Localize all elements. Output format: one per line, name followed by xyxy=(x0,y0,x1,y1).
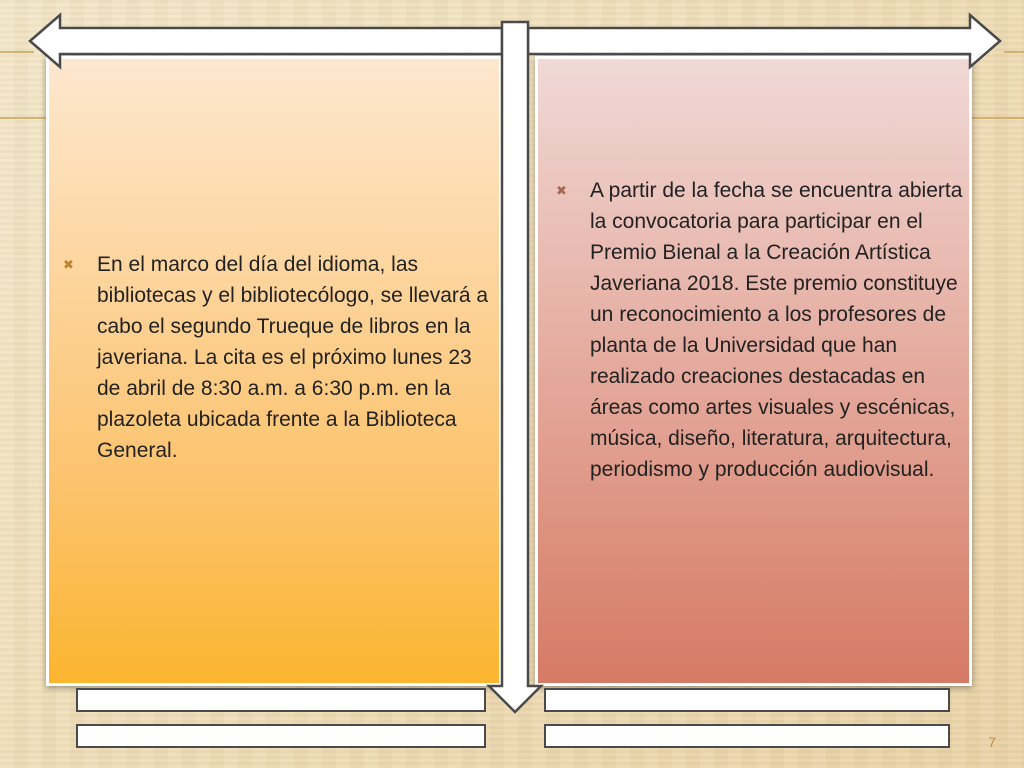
x-bullet-icon: ✖ xyxy=(63,257,74,272)
down-arrow-icon xyxy=(489,22,541,712)
right-arrow-icon xyxy=(528,15,1000,67)
left-arrow-icon xyxy=(30,15,502,67)
right-bullet-text: A partir de la fecha se encuentra abierta la convocatoria para participar en el Premio Bienal a la Creación Artística Javeriana 2018. Este premio constituye un reconocimiento a los profesores de planta de la Universidad que han realizado creaciones destacadas en áreas como artes visuales y escénicas, música, diseño, literatura, arquitectura, periodismo y producción audiovisual. xyxy=(590,179,963,481)
x-bullet-icon: ✖ xyxy=(556,183,567,198)
left-bullet-text: En el marco del día del idioma, las bibliotecas y el bibliotecólogo, se llevará a cabo el segundo Trueque de libros en la javeriana. La cita es el próximo lunes 23 de abril de 8:30 a.m. a 6:30 p.m. en la plazoleta ubicada frente a la Biblioteca General. xyxy=(97,253,489,462)
page-number: 7 xyxy=(988,734,996,750)
